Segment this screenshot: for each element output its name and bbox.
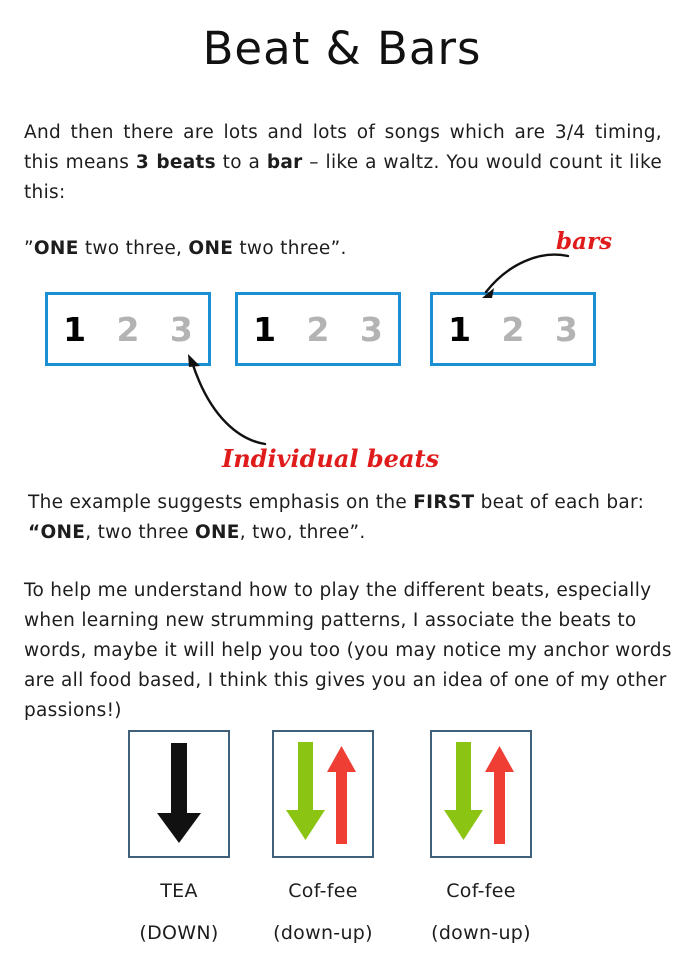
annotation-beats-label: Individual beats [222, 444, 440, 473]
strum-pattern-2 [272, 730, 374, 944]
beat-value: 1 [253, 309, 277, 349]
beat-value: 3 [554, 309, 578, 349]
emphasis-paragraph: The example suggests emphasis on the FIRST beat of each bar: “ONE, two three ONE, two, three”. [28, 492, 645, 543]
beat-value: 1 [63, 309, 87, 349]
strum-patterns [0, 730, 684, 944]
intro-paragraph: And then there are lots and lots of songs which are 3/4 timing, this means 3 beats to a bar – like a waltz. You would count it like this: [24, 122, 663, 203]
strum-pattern-3 [430, 730, 532, 944]
count-line: ”ONE two three, ONE two three”. [24, 238, 347, 259]
strum-pattern-1 [128, 730, 230, 944]
annotation-bars-label: bars [556, 228, 613, 255]
bars-diagram [45, 292, 645, 370]
strum-box [128, 730, 230, 858]
down-up-arrows-icon [284, 738, 362, 850]
bar-1 [45, 292, 211, 366]
beat-value: 1 [448, 309, 472, 349]
bar-2 [235, 292, 401, 366]
strum-word: Cof-fee [288, 880, 358, 902]
page-title: Beat & Bars [202, 22, 482, 75]
beat-value: 2 [116, 309, 140, 349]
strum-box [272, 730, 374, 858]
strum-direction: (down-up) [431, 922, 531, 944]
strum-word: Cof-fee [446, 880, 516, 902]
down-up-arrows-icon [442, 738, 520, 850]
words-paragraph: To help me understand how to play the different beats, especially when learning new strumming patterns, I associate the beats to words, maybe it will help you too (you may notice my anchor words are all food based, I think this gives you an idea of one of my other passions!) [24, 580, 672, 721]
beat-value: 3 [359, 309, 383, 349]
down-arrow-icon [144, 739, 214, 849]
beat-value: 2 [306, 309, 330, 349]
strum-box [430, 730, 532, 858]
beat-value: 2 [501, 309, 525, 349]
beat-value: 3 [169, 309, 193, 349]
bar-3 [430, 292, 596, 366]
strum-word: TEA [160, 880, 198, 902]
strum-direction: (down-up) [273, 922, 373, 944]
strum-direction: (DOWN) [139, 922, 219, 944]
